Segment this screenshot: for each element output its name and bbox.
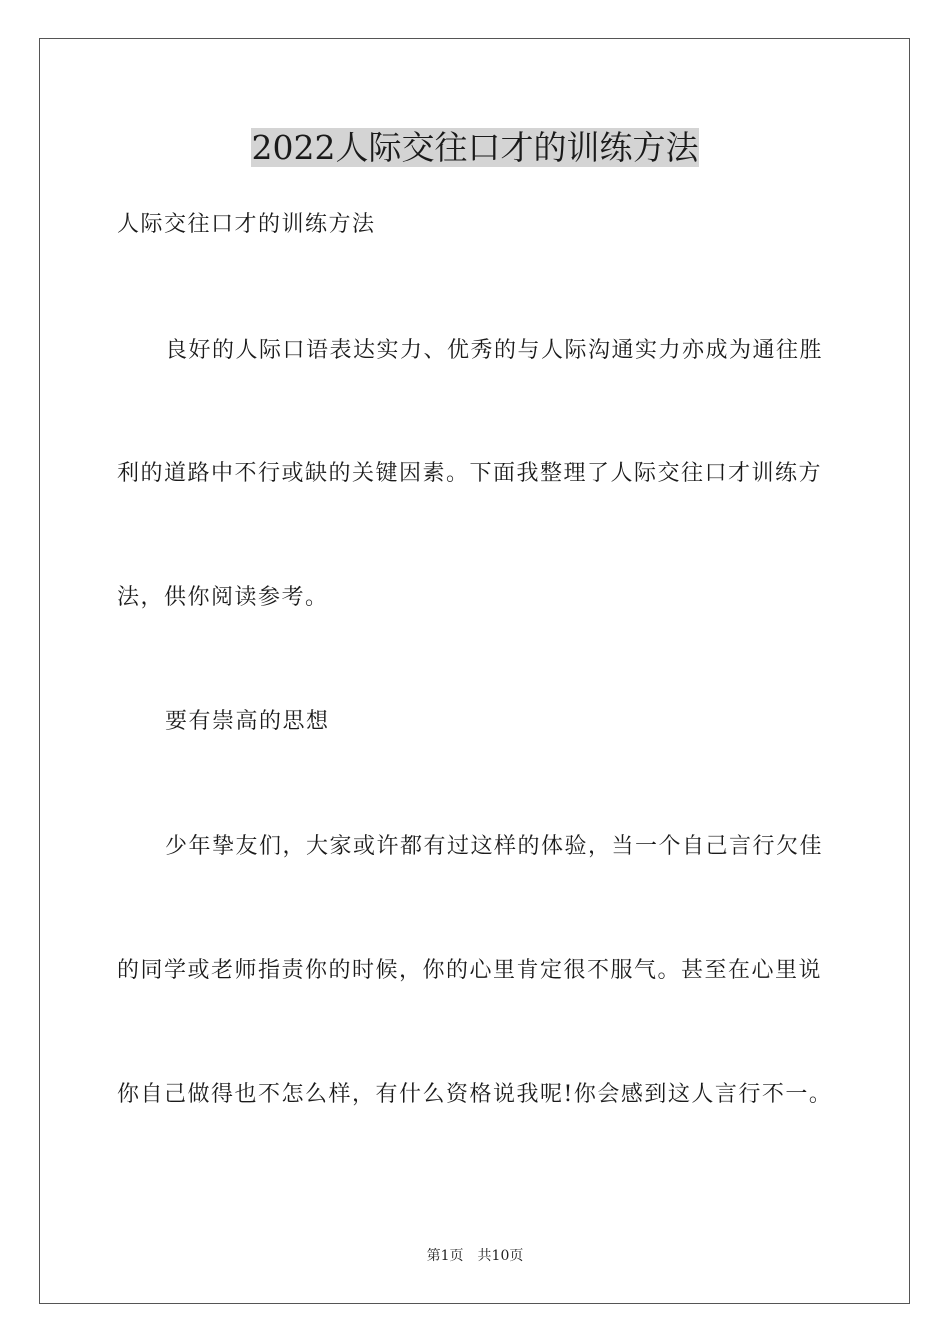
paragraph-line: 你自己做得也不怎么样，有什么资格说我呢!你会感到这人言行不一。 (117, 1082, 833, 1107)
section-heading: 要有崇高的思想 (165, 709, 330, 734)
page-number: 第1页 (426, 1248, 464, 1264)
page-total: 共10页 (477, 1248, 524, 1264)
paragraph-line: 利的道路中不行或缺的关键因素。下面我整理了人际交往口才训练方 (117, 461, 823, 486)
paragraph-line: 法，供你阅读参考。 (117, 585, 329, 610)
document-title (0, 124, 950, 172)
paragraph-line: 的同学或老师指责你的时候，你的心里肯定很不服气。甚至在心里说 (117, 958, 823, 983)
paragraph-line: 少年挚友们，大家或许都有过这样的体验，当一个自己言行欠佳 (165, 834, 824, 859)
page-footer (0, 1246, 950, 1266)
document-title-text: 2022人际交往口才的训练方法 (251, 128, 699, 167)
paragraph-line: 良好的人际口语表达实力、优秀的与人际沟通实力亦成为通往胜 (165, 338, 824, 363)
document-subtitle: 人际交往口才的训练方法 (117, 212, 376, 237)
